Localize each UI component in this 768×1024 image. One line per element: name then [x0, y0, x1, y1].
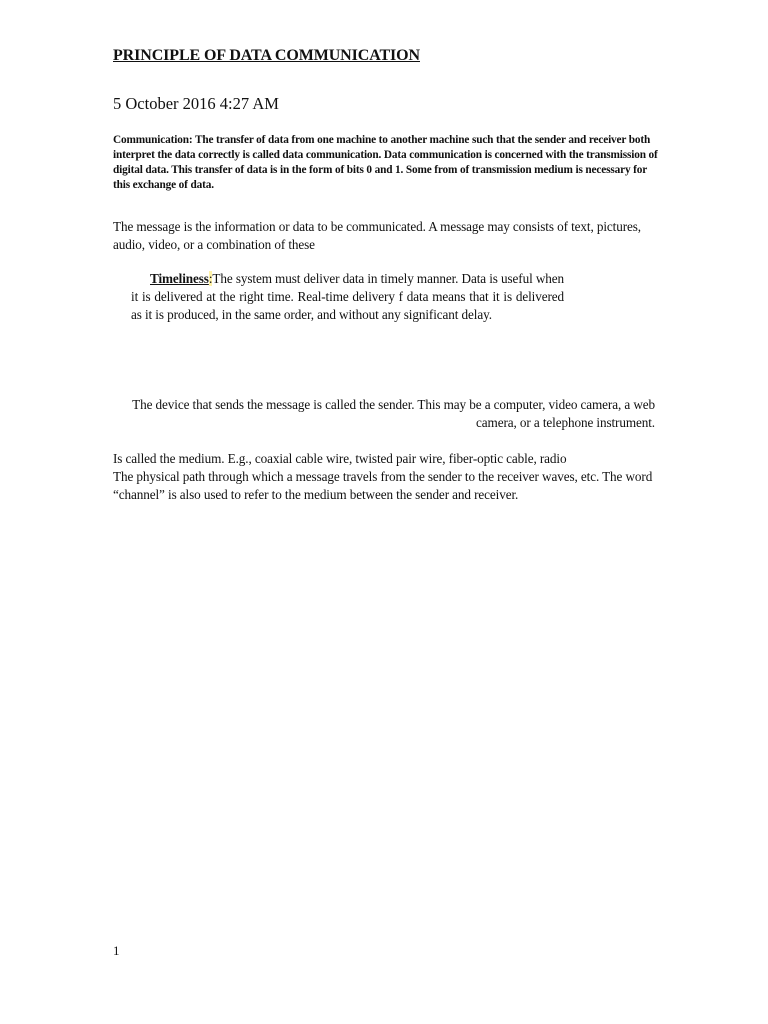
message-paragraph: The message is the information or data to be communicated. A message may consists of text, pictures, audio, video, or a combination of these — [113, 219, 641, 252]
medium-paragraph-line2: The physical path through which a message travels from the sender to the receiver waves, etc. The word “channel” is also used to refer to the medium between the sender and receiver. — [113, 469, 653, 502]
timeliness-label: Timeliness — [150, 271, 209, 286]
sender-paragraph: The device that sends the message is called the sender. This may be a computer, video camera, a web camera, or a telephone instrument. — [132, 397, 655, 430]
timeliness-text: The system must deliver data in timely manner. Data is useful when it is delivered at the right time. Real-time delivery f data means that it is delivered as it is produced, in the same order, and without any significant delay. — [131, 271, 564, 322]
communication-definition: Communication: The transfer of data from one machine to another machine such that the sender and receiver both interpret the data correctly is called data communication. Data communication is concerned with the transmission of digital data. This transfer of data is in the form of bits 0 and 1. Some from of transmission medium is necessary for this exchange of data. — [113, 134, 658, 191]
document-title: PRINCIPLE OF DATA COMMUNICATION — [113, 47, 420, 64]
document-datetime: 5 October 2016 4:27 AM — [113, 94, 279, 113]
timeliness-paragraph — [131, 270, 564, 324]
page-number: 1 — [113, 943, 120, 958]
medium-paragraph-line1: Is called the medium. E.g., coaxial cable wire, twisted pair wire, fiber-optic cable, radio — [113, 451, 567, 466]
timeliness-separator: : — [208, 271, 213, 286]
medium-paragraph — [113, 450, 658, 504]
